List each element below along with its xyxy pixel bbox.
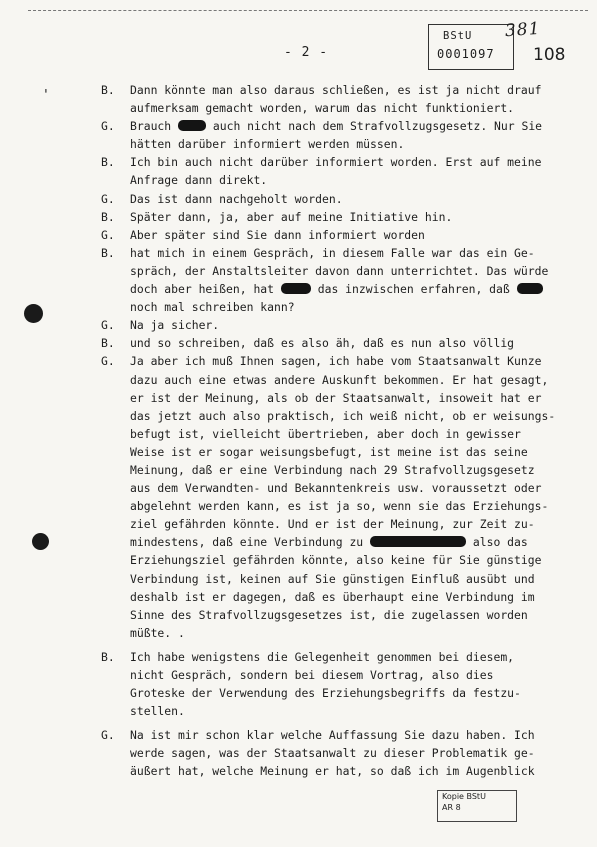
copy-stamp-line2: AR 8 xyxy=(442,803,461,812)
dialogue-entry xyxy=(0,726,597,780)
text-line: Das ist dann nachgeholt worden. xyxy=(130,191,343,206)
redaction-bar xyxy=(178,120,206,131)
utterance-text xyxy=(130,117,560,153)
utterance-text xyxy=(130,226,560,244)
utterance-text xyxy=(130,648,560,720)
dialogue-entry xyxy=(0,153,597,189)
speaker-label: B. xyxy=(101,209,115,224)
speaker-label: B. xyxy=(101,83,115,97)
text-line: aufmerksam gemacht worden, warum das nicht funktioniert. xyxy=(130,101,515,116)
text-line: Na ist mir schon klar welche Auffassung Sie dazu haben. Ich xyxy=(130,728,535,743)
speaker-label: G. xyxy=(101,191,115,206)
dialogue-entry xyxy=(0,190,597,208)
text-line: Sinne des Strafvollzugsgesetzes ist, die zugelassen worden xyxy=(130,607,528,622)
text-line: Weise ist er sogar weisungsbefugt, ist meine ist das seine xyxy=(130,444,528,459)
text-line: noch mal schreiben kann? xyxy=(130,300,295,315)
text-line: Meinung, daß er eine Verbindung nach 29 Strafvollzugsgesetz xyxy=(130,462,535,477)
text-line: ziel gefährden könnte. Und er ist der Meinung, zur Zeit zu- xyxy=(130,517,535,532)
stamp-label: BStU xyxy=(443,30,473,42)
speaker-label: G. xyxy=(101,318,115,333)
text-line: Aber später sind Sie dann informiert worden xyxy=(130,227,425,242)
speaker-label: G. xyxy=(101,227,115,242)
text-line: Ich bin auch nicht darüber informiert worden. Erst auf meine xyxy=(130,155,542,170)
text-line: mindestens, daß eine Verbindung zu also das xyxy=(130,535,528,550)
text-line: Brauch auch nicht nach dem Strafvollzugsgesetz. Nur Sie xyxy=(130,119,543,134)
text-line: Später dann, ja, aber auf meine Initiative hin. xyxy=(130,209,453,224)
text-line: deshalb ist er dagegen, daß es überhaupt eine Verbindung im xyxy=(130,589,535,604)
text-line: das jetzt auch also praktisch, ich weiß nicht, ob er weisungs- xyxy=(130,408,556,423)
text-line: Groteske der Verwendung des Erziehungsbegriffs da festzu- xyxy=(130,686,521,701)
dialogue-entry xyxy=(0,648,597,720)
dialogue-entry xyxy=(0,208,597,226)
text-line: doch aber heißen, hat das inzwischen erfahren, daß xyxy=(130,280,560,298)
text-line: Na ja sicher. xyxy=(130,318,220,333)
copy-stamp-line1: Kopie BStU xyxy=(442,792,486,801)
handwritten-number: 381 xyxy=(504,18,542,42)
text-line: befugt ist, vielleicht übertrieben, aber doch in gewisser xyxy=(130,426,521,441)
utterance-text xyxy=(130,208,560,226)
text-line: stellen. xyxy=(130,704,185,719)
text-line: Erziehungsziel gefährden könnte, also keine für Sie günstige xyxy=(130,553,542,568)
text-line: dazu auch eine etwas andere Auskunft bekommen. Er hat gesagt, xyxy=(130,372,549,387)
text-line: abgelehnt werden kann, es ist ja so, wenn sie das Erziehungs- xyxy=(130,499,549,514)
dialogue-entry xyxy=(0,226,597,244)
speaker-label: G. xyxy=(101,728,115,743)
text-line: Ich habe wenigstens die Gelegenheit genommen bei diesem, xyxy=(130,649,515,664)
dialogue-entry xyxy=(0,117,597,153)
archive-stamp xyxy=(428,24,514,70)
text-line: müßte. . xyxy=(130,625,185,640)
redaction-bar xyxy=(370,536,466,547)
text-line: Dann könnte man also daraus schließen, es ist ja nicht drauf xyxy=(130,83,542,97)
dialogue-entry xyxy=(0,352,597,642)
dialogue-transcript xyxy=(0,81,597,781)
text-line: hätten darüber informiert werden müssen. xyxy=(130,137,405,152)
speaker-label: B. xyxy=(101,336,115,351)
dialogue-entry xyxy=(0,316,597,334)
redaction-bar xyxy=(281,283,311,294)
margin-mark: ' xyxy=(42,88,50,103)
utterance-text xyxy=(130,352,560,642)
folio-number: 108 xyxy=(533,45,566,65)
text-line: Anfrage dann direkt. xyxy=(130,173,268,188)
stamp-number: 0001097 xyxy=(437,47,495,61)
dialogue-entry xyxy=(0,81,597,117)
copy-stamp xyxy=(437,790,517,822)
utterance-text xyxy=(130,316,560,334)
utterance-text xyxy=(130,334,560,352)
utterance-text xyxy=(130,190,560,208)
text-line: äußert hat, welche Meinung er hat, so daß ich im Augenblick xyxy=(130,764,535,779)
text-line: spräch, der Anstaltsleiter davon dann unterrichtet. Das würde xyxy=(130,263,549,278)
text-line: und so schreiben, daß es also äh, daß es nun also völlig xyxy=(130,336,515,351)
text-line: hat mich in einem Gespräch, in diesem Falle war das ein Ge- xyxy=(130,245,535,260)
utterance-text xyxy=(130,153,560,189)
text-line: nicht Gespräch, sondern bei diesem Vortrag, also dies xyxy=(130,668,494,682)
utterance-text xyxy=(130,244,560,316)
redaction-bar xyxy=(517,283,543,294)
text-line: werde sagen, was der Staatsanwalt zu dieser Problematik ge- xyxy=(130,746,535,761)
speaker-label: B. xyxy=(101,155,115,170)
text-line: Ja aber ich muß Ihnen sagen, ich habe vom Staatsanwalt Kunze xyxy=(130,354,542,369)
dialogue-entry xyxy=(0,334,597,352)
page-number: - 2 - xyxy=(284,45,329,60)
speaker-label: G. xyxy=(101,119,115,134)
utterance-text xyxy=(130,726,560,780)
dialogue-entry xyxy=(0,244,597,316)
top-dashed-rule xyxy=(28,10,588,11)
utterance-text xyxy=(130,81,560,117)
text-line: aus dem Verwandten- und Bekanntenkreis usw. voraussetzt oder xyxy=(130,481,542,496)
text-line: er ist der Meinung, als ob der Staatsanwalt, insoweit hat er xyxy=(130,390,542,405)
speaker-label: G. xyxy=(101,354,115,369)
speaker-label: B. xyxy=(101,245,115,260)
speaker-label: B. xyxy=(101,649,115,664)
text-line: Verbindung ist, keinen auf Sie günstigen Einfluß ausübt und xyxy=(130,571,535,586)
